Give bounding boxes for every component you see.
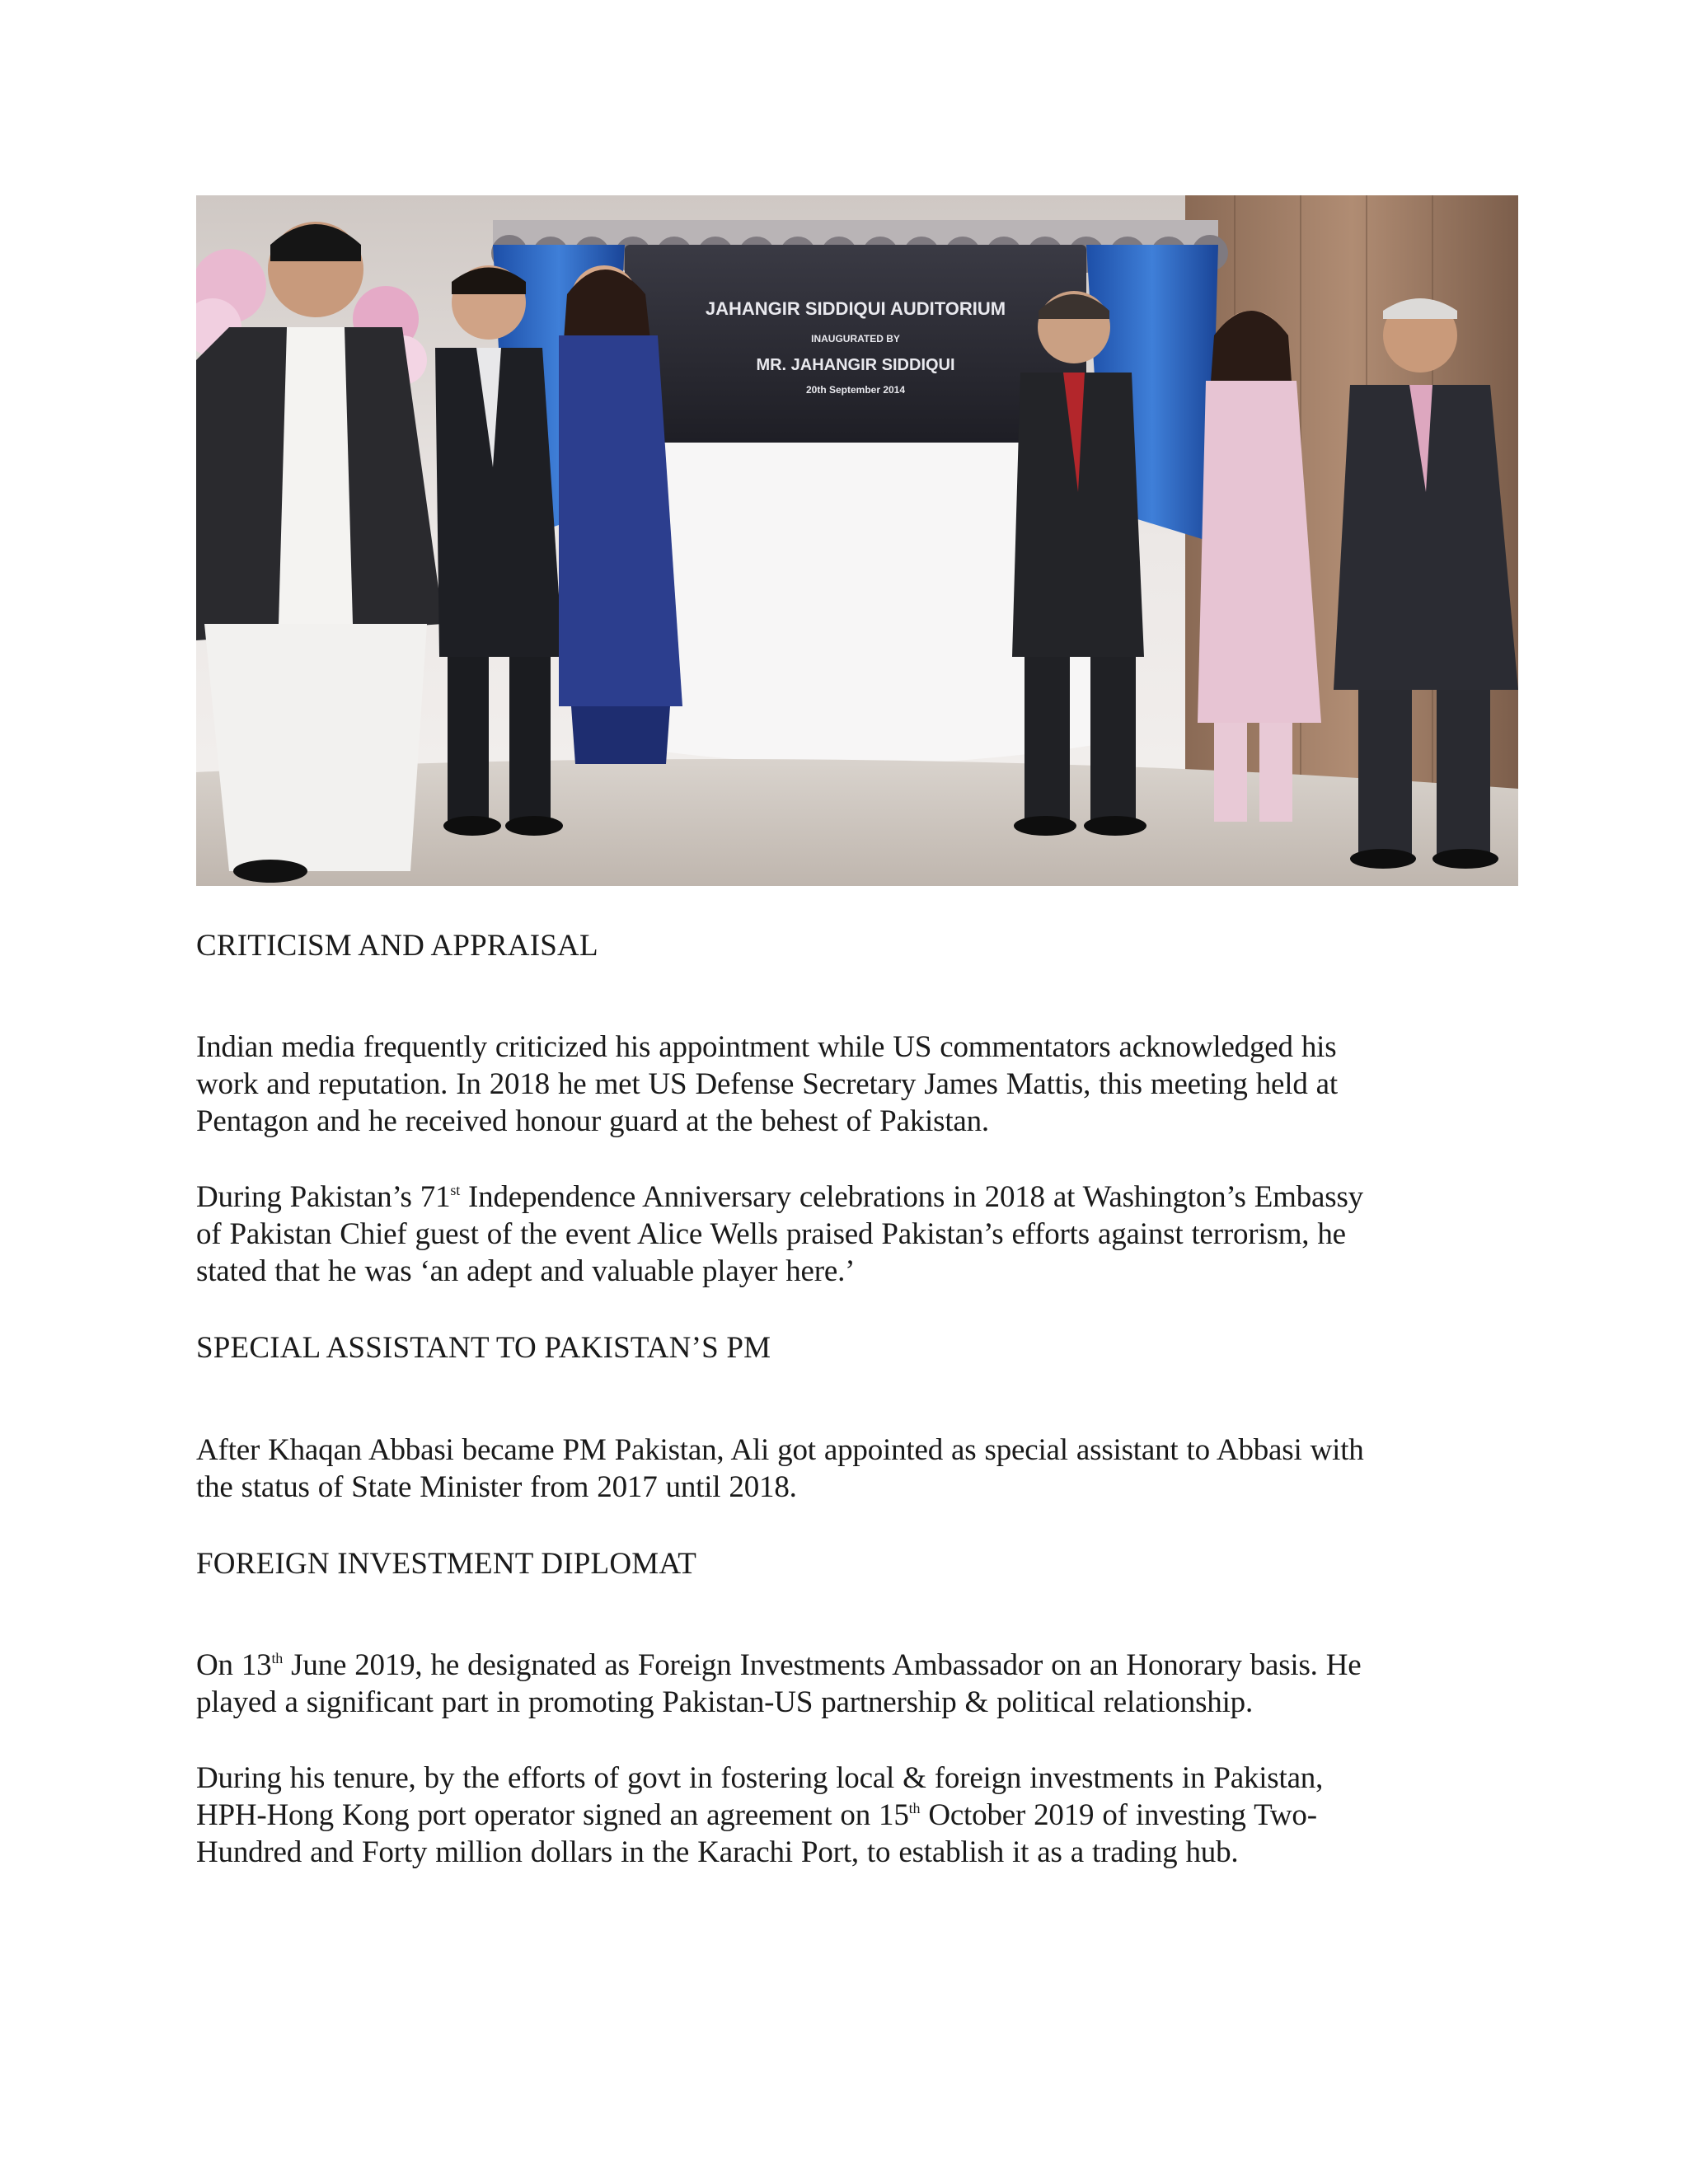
text-line — [196, 1179, 1498, 1216]
paragraph-criticism-1 — [196, 1029, 1498, 1140]
paragraph-special-assistant — [196, 1432, 1498, 1506]
ordinal-suffix: st — [450, 1182, 460, 1198]
text-line: of Pakistan Chief guest of the event Alice Wells praised Pakistan’s efforts against terrorism, he — [196, 1217, 1346, 1251]
ordinal-suffix: th — [271, 1650, 284, 1666]
paragraph-foreign-investment-1 — [196, 1647, 1498, 1721]
text-line: work and reputation. In 2018 he met US Defense Secretary James Mattis, this meeting held at — [196, 1067, 1338, 1101]
text-fragment: On 13 — [196, 1648, 272, 1682]
text-fragment: During Pakistan’s 71 — [196, 1180, 451, 1214]
heading-criticism-and-appraisal: CRITICISM AND APPRAISAL — [196, 929, 598, 963]
paragraph-foreign-investment-2 — [196, 1760, 1498, 1871]
ordinal-suffix: th — [908, 1800, 921, 1816]
plaque-subtitle: INAUGURATED BY — [811, 333, 900, 344]
text-fragment: Independence Anniversary celebrations in 2018 at Washington’s Embassy — [460, 1180, 1363, 1214]
plaque-title: JAHANGIR SIDDIQUI AUDITORIUM — [705, 298, 1006, 319]
plaque-name: MR. JAHANGIR SIDDIQUI — [756, 356, 955, 374]
text-fragment: June 2019, he designated as Foreign Investments Ambassador on an Honorary basis. He — [283, 1648, 1362, 1682]
text-fragment: October 2019 of investing Two- — [920, 1798, 1317, 1832]
text-line — [196, 1797, 1498, 1834]
text-line: Pentagon and he received honour guard at the behest of Pakistan. — [196, 1104, 989, 1138]
text-line: the status of State Minister from 2017 until 2018. — [196, 1470, 797, 1504]
text-line: Hundred and Forty million dollars in the Karachi Port, to establish it as a trading hub. — [196, 1835, 1239, 1869]
text-line — [196, 1647, 1498, 1684]
heading-special-assistant: SPECIAL ASSISTANT TO PAKISTAN’S PM — [196, 1331, 771, 1365]
text-line: Indian media frequently criticized his appointment while US commentators acknowledged his — [196, 1030, 1337, 1064]
plaque-date: 20th September 2014 — [805, 384, 906, 396]
paragraph-criticism-2 — [196, 1179, 1498, 1290]
text-line: stated that he was ‘an adept and valuable player here.’ — [196, 1254, 856, 1288]
text-fragment: HPH-Hong Kong port operator signed an agreement on 15 — [196, 1798, 909, 1832]
text-line: played a significant part in promoting Pakistan-US partnership & political relationship. — [196, 1685, 1253, 1719]
text-line: During his tenure, by the efforts of govt in fostering local & foreign investments in Pakistan, — [196, 1761, 1324, 1795]
text-line: After Khaqan Abbasi became PM Pakistan, Ali got appointed as special assistant to Abbasi with — [196, 1433, 1364, 1467]
heading-foreign-investment-diplomat: FOREIGN INVESTMENT DIPLOMAT — [196, 1547, 696, 1581]
inauguration-photo — [196, 195, 1518, 886]
